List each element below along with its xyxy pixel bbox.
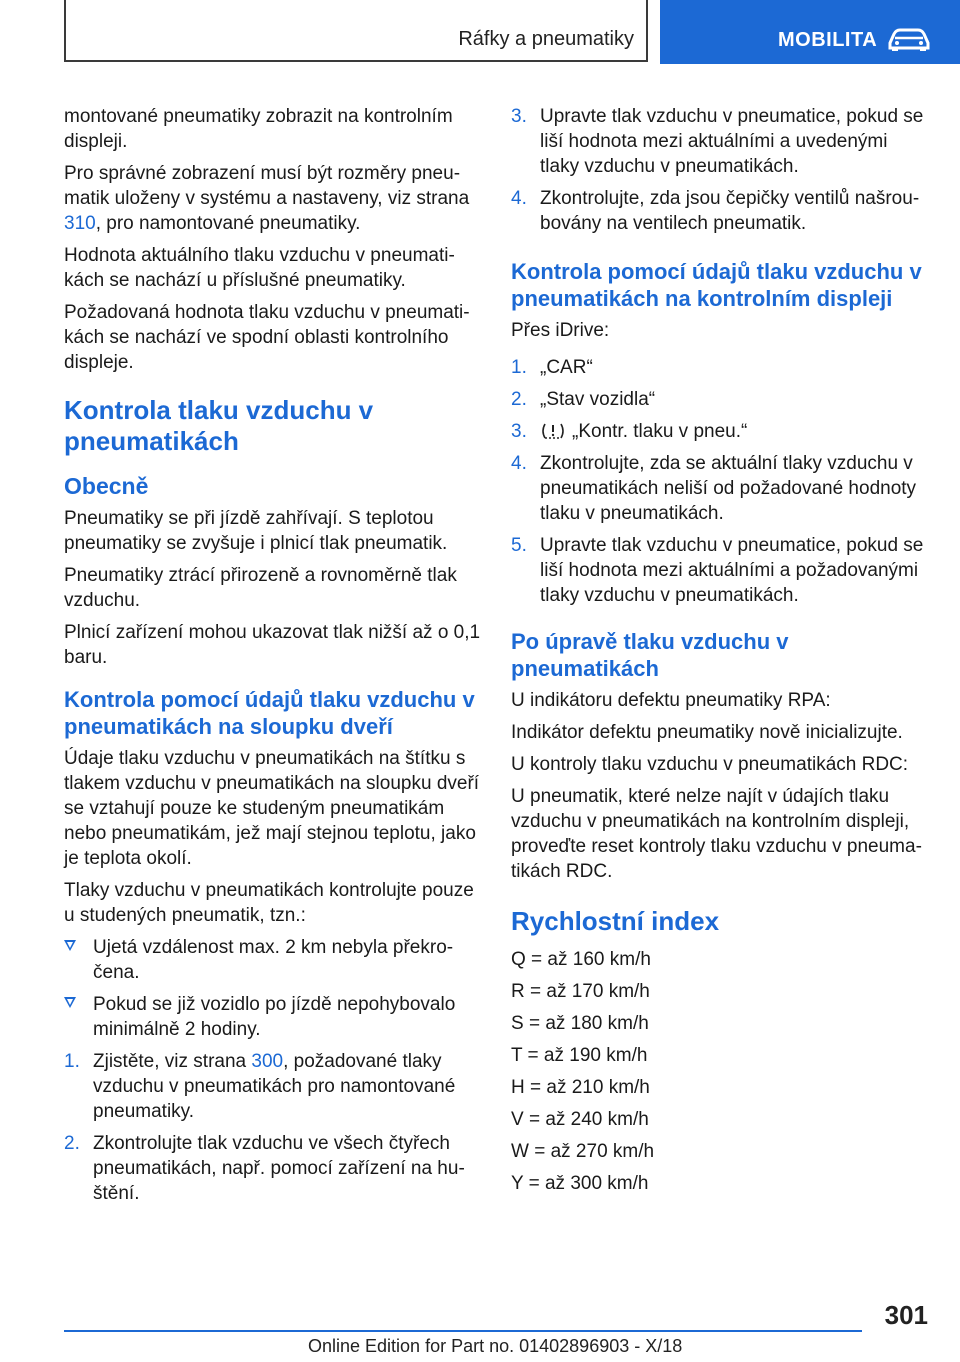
- paragraph: U kontroly tlaku vzduchu v pneumatikách RDC:: [511, 754, 909, 775]
- paragraph: Tlaky vzduchu v pneumatikách kontrolujte pouze u studených pneumatik, tzn.:: [64, 880, 474, 926]
- paragraph: Hodnota aktuálního tlaku vzduchu v pneumatikách se nachází u příslušné pneumatiky.: [64, 245, 455, 291]
- subsection-heading: Po úpravě tlaku vzduchu v pneumatikách: [511, 629, 789, 681]
- car-icon: [886, 26, 932, 52]
- step-item: 3. Upravte tlak vzduchu v pneumatice, pokud se liší hodnota mezi aktuálními a uvedenými tlaky vzduchu v pneumatikách.: [511, 106, 924, 177]
- header-section-box: [64, 0, 648, 62]
- speed-index-row: T = až 190 km/h: [511, 1045, 648, 1066]
- paragraph: U indikátoru defektu pneumatiky RPA:: [511, 690, 831, 711]
- section-heading: Kontrola tlaku vzduchu v pneumatikách: [64, 395, 374, 456]
- step-item: 2. „Stav vozidla“: [511, 389, 656, 410]
- speed-index-row: V = až 240 km/h: [511, 1109, 649, 1130]
- speed-index-row: Y = až 300 km/h: [511, 1173, 649, 1194]
- step-item: 4. Zkontrolujte, zda se aktuální tlaky vzduchu v pneumatikách neliší od požadované hodnoty tlaku v pneumatikách.: [511, 453, 917, 524]
- paragraph: Údaje tlaku vzduchu v pneumatikách na štítku s tlakem vzduchu v pneumatikách na sloupku dveří se vztahují pouze ke studeným pneumatikám nebo pneumatikám, jež mají stejnou teplotu, jako je teplota okolí.: [64, 748, 480, 869]
- step-number: 4.: [511, 188, 527, 209]
- paragraph: Indikátor defektu pneumatiky nově inicializujte.: [511, 722, 903, 743]
- paragraph: Požadovaná hodnota tlaku vzduchu v pneumatikách se nachází ve spodní oblasti kontrolního displeje.: [64, 302, 470, 373]
- step-number: 1.: [64, 1051, 80, 1072]
- step-item: 1. „CAR“: [511, 357, 593, 378]
- footer-edition: Online Edition for Part no. 01402896903 - X/18: [308, 1336, 683, 1356]
- page-header: [0, 0, 960, 66]
- right-column: [511, 104, 931, 1203]
- paragraph: Pneumatiky se při jízdě zahřívají. S teplotou pneumatiky se zvyšuje i plnicí tlak pneumatik.: [64, 508, 448, 554]
- speed-index-row: W = až 270 km/h: [511, 1141, 655, 1162]
- step-item: 2. Zkontrolujte tlak vzduchu ve všech čtyřech pneumatikách, např. pomocí zařízení na huštění.: [64, 1133, 465, 1204]
- bullet-item: Pokud se již vozidlo po jízdě nepohybovalo minimálně 2 hodiny.: [64, 992, 482, 1042]
- paragraph: Pneumatiky ztrácí přirozeně a rovnoměrně tlak vzduchu.: [64, 565, 457, 611]
- page-number: 301: [884, 1300, 928, 1330]
- step-number: 2.: [511, 389, 527, 410]
- page-link[interactable]: 310: [64, 213, 96, 234]
- step-item: 5. Upravte tlak vzduchu v pneumatice, pokud se liší hodnota mezi aktuálními a požadovanými tlaky vzduchu v pneumatikách.: [511, 535, 924, 606]
- triangle-bullet-icon: [64, 997, 76, 1008]
- speed-index-row: H = až 210 km/h: [511, 1077, 650, 1098]
- step-number: 3.: [511, 421, 527, 442]
- left-column: [64, 104, 482, 1213]
- subsection-heading: Kontrola pomocí údajů tlaku vzduchu v pneumatikách na sloupku dveří: [64, 687, 475, 739]
- page-link[interactable]: 300: [251, 1051, 284, 1072]
- triangle-bullet-icon: [64, 940, 76, 951]
- speed-index-row: S = až 180 km/h: [511, 1013, 649, 1034]
- speed-index-row: Q = až 160 km/h: [511, 949, 651, 970]
- step-number: 4.: [511, 453, 527, 474]
- paragraph: Přes iDrive:: [511, 320, 610, 341]
- paragraph: Plnicí zařízení mohou ukazovat tlak nižší až o 0,1 baru.: [64, 622, 481, 668]
- tire-pressure-warning-icon: [540, 421, 566, 441]
- paragraph: U pneumatik, které nelze najít v údajích tlaku vzduchu v pneumatikách na kontrolním displeji, proveďte reset kontroly tlaku vzduchu v pneumatikách RDC.: [511, 786, 922, 882]
- paragraph: montované pneumatiky zobrazit na kontrolním displeji.: [64, 106, 453, 152]
- step-item: 1. Zjistěte, viz strana 300, požadované tlaky vzduchu v pneumatikách pro namontované pneumatiky.: [64, 1051, 456, 1122]
- section-title: Ráfky a pneumatiky: [458, 28, 634, 50]
- footer-divider: [64, 1330, 862, 1332]
- section-heading: Rychlostní index: [511, 906, 720, 936]
- subsection-heading: Kontrola pomocí údajů tlaku vzduchu v pneumatikách na kontrolním displeji: [511, 259, 922, 311]
- subsection-heading: Obecně: [64, 473, 149, 499]
- bullet-item: Ujetá vzdálenost max. 2 km nebyla překročena.: [64, 935, 482, 985]
- speed-index-row: R = až 170 km/h: [511, 981, 650, 1002]
- paragraph: Pro správné zobrazení musí být rozměry pneumatik uloženy v systému a nastaveny, viz strana 310, pro namontované pneumatiky.: [64, 163, 470, 234]
- step-item: 3. „Kontr. tlaku v pneu.“: [511, 421, 748, 442]
- step-number: 1.: [511, 357, 527, 378]
- step-number: 5.: [511, 535, 527, 556]
- step-number: 3.: [511, 106, 527, 127]
- step-item: 4. Zkontrolujte, zda jsou čepičky ventilů našroubovány na ventilech pneumatik.: [511, 188, 920, 234]
- chapter-tab-label: MOBILITA: [778, 29, 878, 51]
- step-number: 2.: [64, 1133, 80, 1154]
- chapter-tab[interactable]: [660, 0, 960, 64]
